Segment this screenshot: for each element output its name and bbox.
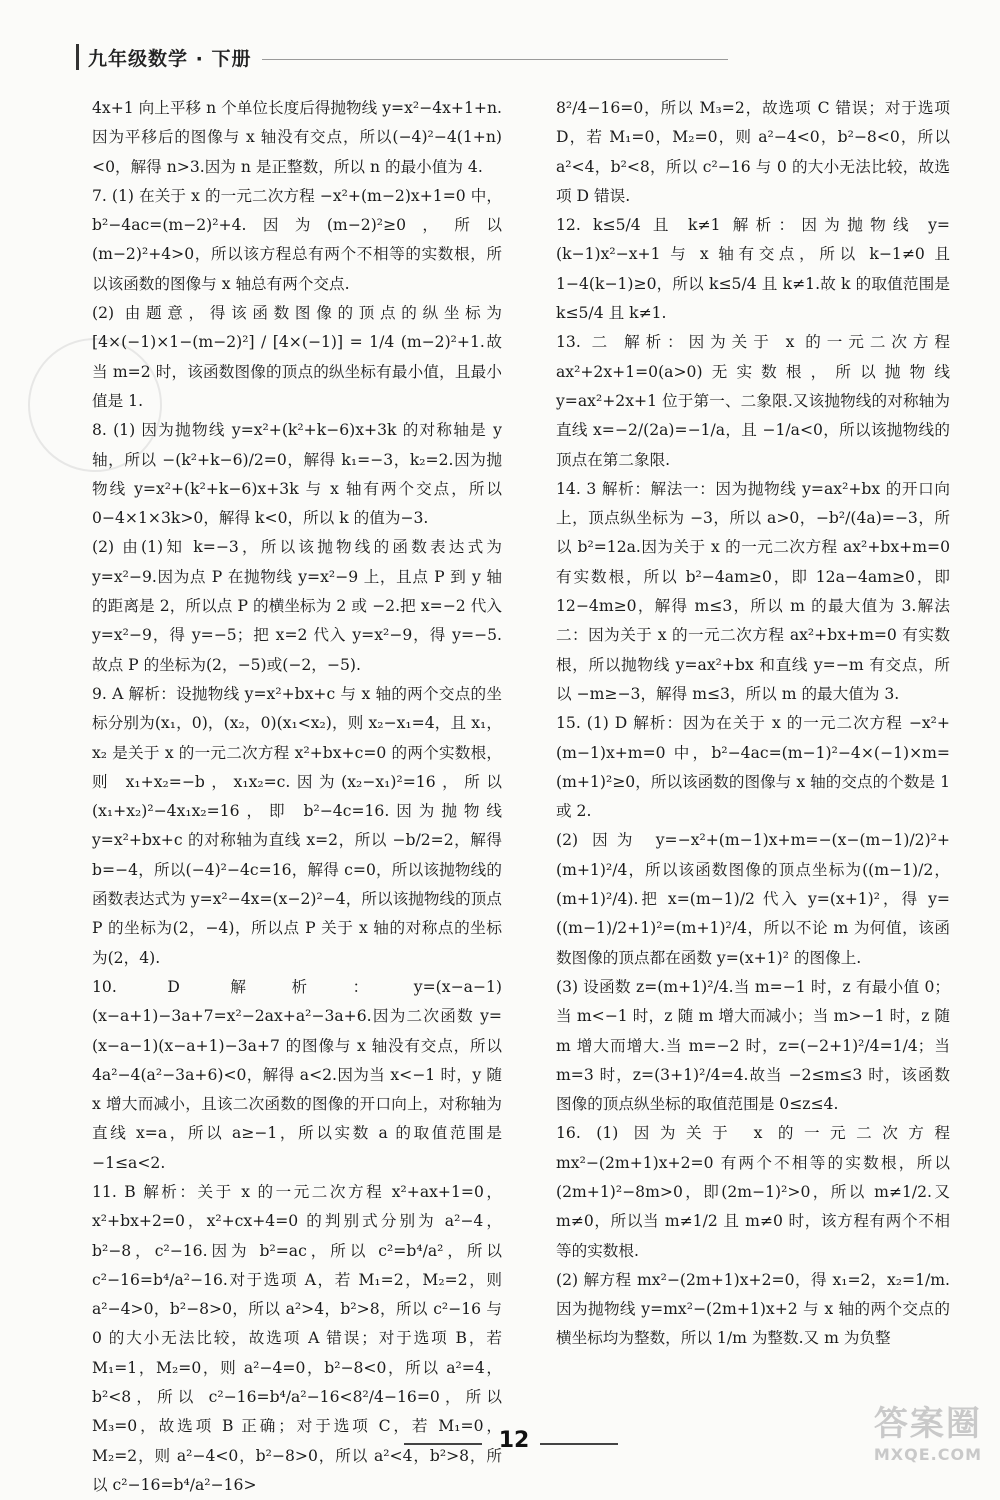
page-number: 12: [498, 1428, 530, 1453]
paragraph: 7. (1) 在关于 x 的一元二次方程 −x²+(m−2)x+1=0 中，b²−4ac=(m−2)²+4.因为(m−2)²≥0，所以(m−2)²+4>0，所以该方程总有两个不相等的实数根，所以该函数的图像与 x 轴总有两个交点.: [92, 186, 502, 293]
paragraph: (3) 设函数 z=(m+1)²/4.当 m=−1 时，z 有最小值 0；当 m<−1 时，z 随 m 增大而减小；当 m>−1 时，z 随 m 增大而增大.当 m=−2 时，z=(−2+1)²/4=1/4；当 m=3 时，z=(3+1)²/4=4.故当 −2≤m≤3 时，该函数图像的顶点纵坐标的取值范围是 0≤z≤4.: [556, 977, 950, 1114]
watermark-url: MXQE.COM: [873, 1445, 982, 1464]
watermark-logo: 答案圈: [873, 1404, 982, 1444]
paragraph: (2) 由(1)知 k=−3，所以该抛物线的函数表达式为 y=x²−9.因为点 P 在抛物线 y=x²−9 上，且点 P 到 y 轴的距离是 2，所以点 P 的横坐标为 2 或 −2.把 x=−2 代入 y=x²−9，得 y=−5；把 x=2 代入 y=x²−9，得 y=−5.故点 P 的坐标为(2，−5)或(−2，−5).: [92, 538, 502, 674]
paragraph: 16. (1) 因为关于 x 的一元二次方程 mx²−(2m+1)x+2=0 有两个不相等的实数根，所以(2m+1)²−8m>0，即(2m−1)²>0，所以 m≠1/2.又 m≠0，所以当 m≠1/2 且 m≠0 时，该方程有两个不相等的实数根.: [556, 1124, 950, 1260]
paragraph: 11. B 解析：关于 x 的一元二次方程 x²+ax+1=0，x²+bx+2=0，x²+cx+4=0 的判别式分别为 a²−4，b²−8，c²−16.因为 b²=ac，所以 c²=b⁴/a²，所以 c²−16=b⁴/a²−16.对于选项 A，若 M₁=2，M₂=2，则 a²−4>0，b²−8>0，所以 a²>4，b²>8，所以 c²−16 与 0 的大小无法比较，故选项 A 错误；对于选项 B，若 M₁=1，M₂=0，则 a²−4=0，b²−8<0，所以 a²=4，b²<8，所以 c²−16=b⁴/a²−16<8²/4−16=0，所以 M₃=0，故选项 B 正确；对于选项 C，若 M₁=0，M₂=2，则 a²−4<0，b²−8>0，所以 a²<4，b²>8，所以 c²−16=b⁴/a²−16>: [92, 1182, 502, 1494]
book-title: 九年级数学 · 下册: [88, 48, 252, 70]
paragraph: 9. A 解析：设抛物线 y=x²+bx+c 与 x 轴的两个交点的坐标分别为(x₁，0)，(x₂，0)(x₁<x₂)，则 x₂−x₁=4，且 x₁，x₂ 是关于 x 的一元二次方程 x²+bx+c=0 的两个实数根，则 x₁+x₂=−b，x₁x₂=c.因为(x₂−x₁)²=16，所以(x₁+x₂)²−4x₁x₂=16，即 b²−4c=16.因为抛物线 y=x²+bx+c 的对称轴为直线 x=2，所以 −b/2=2，解得 b=−4，所以(−4)²−4c=16，解得 c=0，所以该抛物线的函数表达式为 y=x²−4x=(x−2)²−4，所以该抛物线的顶点 P 的坐标为(2，−4)，所以点 P 关于 x 轴的对称点的坐标为(2，4).: [92, 684, 502, 967]
paragraph: (2) 解方程 mx²−(2m+1)x+2=0，得 x₁=2，x₂=1/m.因为抛物线 y=mx²−(2m+1)x+2 与 x 轴的两个交点的横坐标均为整数，所以 1/m 为整数.又 m 为负整: [556, 1270, 950, 1348]
paragraph: 12. k≤5/4 且 k≠1 解析：因为抛物线 y=(k−1)x²−x+1 与 x 轴有交点，所以 k−1≠0 且 1−4(k−1)≥0，所以 k≤5/4 且 k≠1.故 k 的取值范围是 k≤5/4 且 k≠1.: [556, 216, 950, 323]
paragraph: 8. (1) 因为抛物线 y=x²+(k²+k−6)x+3k 的对称轴是 y 轴，所以 −(k²+k−6)/2=0，解得 k₁=−3，k₂=2.因为抛物线 y=x²+(k²+k−6)x+3k 与 x 轴有两个交点，所以 0−4×1×3k>0，解得 k<0，所以 k 的值为−3.: [92, 421, 502, 528]
paragraph: 4x+1 向上平移 n 个单位长度后得抛物线 y=x²−4x+1+n.因为平移后的图像与 x 轴没有交点，所以(−4)²−4(1+n)<0，解得 n>3.因为 n 是正整数，所以 n 的最小值为 4.: [92, 99, 502, 176]
paragraph: (2) 由题意，得该函数图像的顶点的纵坐标为 [4×(−1)×1−(m−2)²] / [4×(−1)] = 1/4 (m−2)²+1.故当 m=2 时，该函数图像的顶点的纵坐标有最小值，且最小值是 1.: [92, 304, 502, 410]
header-bar: [76, 44, 79, 70]
paragraph: 15. (1) D 解析：因为在关于 x 的一元二次方程 −x²+(m−1)x+m=0 中，b²−4ac=(m−1)²−4×(−1)×m=(m+1)²≥0，所以该函数的图像与 x 轴的交点的个数是 1 或 2.: [556, 714, 950, 821]
page-header: [76, 38, 656, 72]
page-footer: [0, 1420, 1000, 1460]
right-column: [556, 94, 950, 1354]
paragraph: (2) 因为 y=−x²+(m−1)x+m=−(x−(m−1)/2)²+(m+1)²/4，所以该函数图像的顶点坐标为((m−1)/2，(m+1)²/4).把 x=(m−1)/2 代入 y=(x+1)²，得 y=((m−1)/2+1)²=(m+1)²/4，所以不论 m 为何值，该函数图像的顶点都在函数 y=(x+1)² 的图像上.: [556, 831, 950, 967]
header-rule: [262, 59, 728, 60]
footer-rule-left: [404, 1443, 482, 1445]
paragraph: 13. 二 解析：因为关于 x 的一元二次方程 ax²+2x+1=0(a>0)无实数根，所以抛物线 y=ax²+2x+1 位于第一、二象限.又该抛物线的对称轴为直线 x=−2/(2a)=−1/a，且 −1/a<0，所以该抛物线的顶点在第二象限.: [556, 333, 950, 469]
footer-rule-right: [540, 1443, 618, 1445]
paragraph: 14. 3 解析：解法一：因为抛物线 y=ax²+bx 的开口向上，顶点纵坐标为 −3，所以 a>0，−b²/(4a)=−3，所以 b²=12a.因为关于 x 的一元二次方程 ax²+bx+m=0 有实数根，所以 b²−4am≥0，即 12a−4am≥0，即 12−4m≥0，解得 m≤3，所以 m 的最大值为 3.解法二：因为关于 x 的一元二次方程 ax²+bx+m=0 有实数根，所以抛物线 y=ax²+bx 和直线 y=−m 有交点，所以 −m≥−3，解得 m≤3，所以 m 的最大值为 3.: [556, 479, 950, 703]
left-column: [92, 94, 502, 1500]
paragraph: 8²/4−16=0，所以 M₃=2，故选项 C 错误；对于选项 D，若 M₁=0，M₂=0，则 a²−4<0，b²−8<0，所以 a²<4，b²<8，所以 c²−16 与 0 的大小无法比较，故选项 D 错误.: [556, 99, 950, 205]
site-watermark: [874, 1396, 982, 1464]
paragraph: 10. D 解析：y=(x−a−1)(x−a+1)−3a+7=x²−2ax+a²−3a+6.因为二次函数 y=(x−a−1)(x−a+1)−3a+7 的图像与 x 轴没有交点，所以 4a²−4(a²−3a+6)<0，解得 a<2.因为当 x<−1 时，y 随 x 增大而减小，且该二次函数的图像的开口向上，对称轴为直线 x=a，所以 a≥−1，所以实数 a 的取值范围是 −1≤a<2.: [92, 977, 502, 1172]
